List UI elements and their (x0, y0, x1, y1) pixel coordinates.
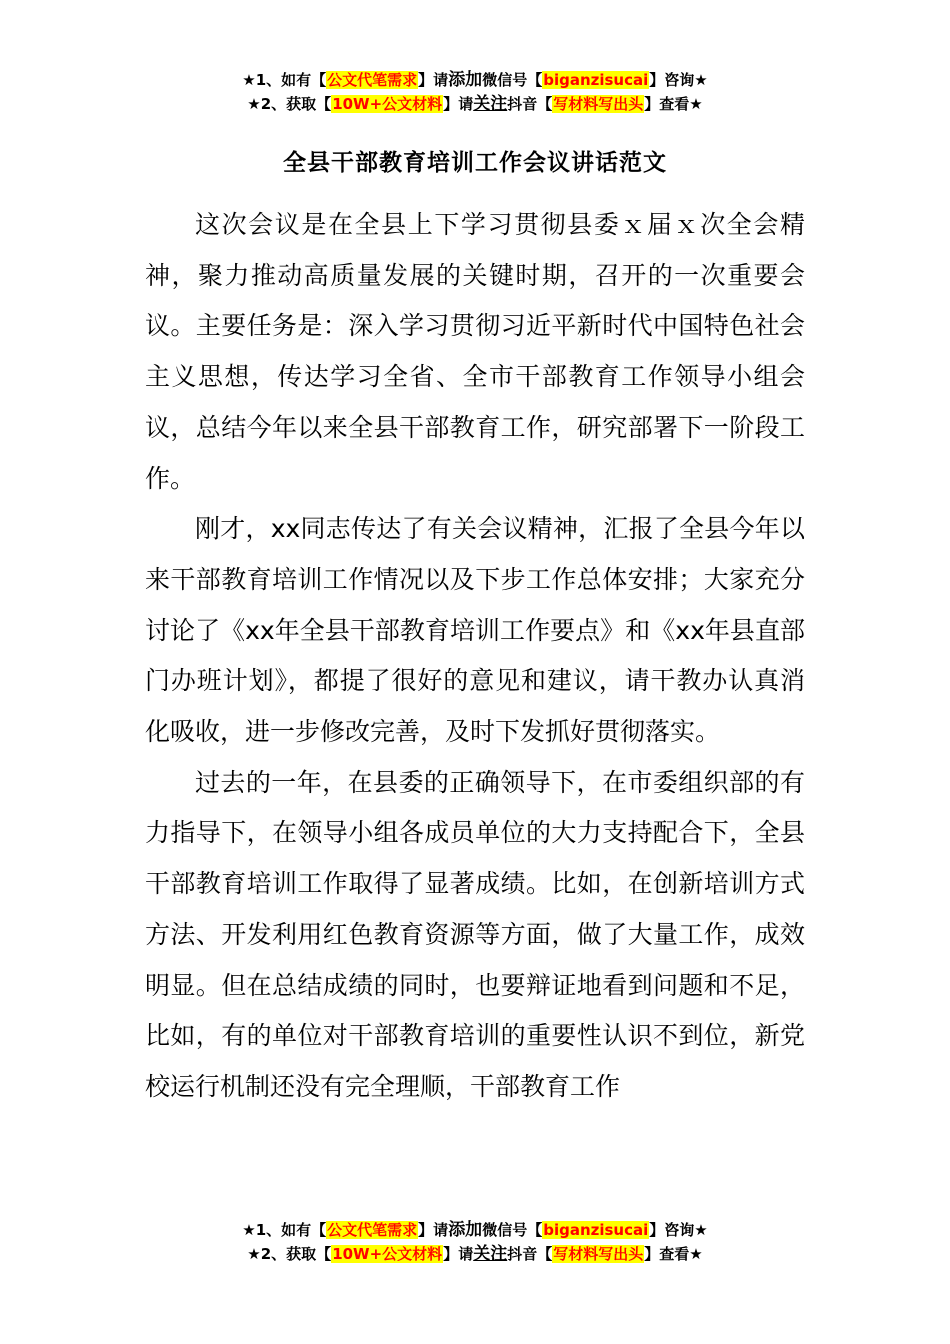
promo-text: 微信号【 (482, 71, 543, 89)
promo-text: 】请 (443, 1245, 474, 1263)
document-body (145, 200, 805, 1113)
promo-emphasis: 添加 (448, 1220, 483, 1240)
promo-text: 微信号【 (482, 1221, 543, 1239)
promo-highlight-douyin: 写材料写出头 (553, 95, 644, 113)
promo-highlight-materials: 10W+公文材料 (332, 1245, 443, 1263)
header-promo (0, 68, 950, 116)
promo-highlight-douyin: 写材料写出头 (553, 1245, 644, 1263)
promo-highlight-wechat: biganzisucai (543, 1221, 649, 1239)
paragraph-3: 过去的一年，在县委的正确领导下，在市委组织部的有力指导下，在领导小组各成员单位的大力支持配合下，全县干部教育培训工作取得了显著成绩。比如，在创新培训方式方法、开发利用红色教育资源等方面，做了大量工作，成效明显。但在总结成绩的同时，也要辩证地看到问题和不足，比如，有的单位对干部教育培训的重要性认识不到位，新党校运行机制还没有完全理顺，干部教育工作 (145, 767, 805, 1101)
document-title: 全县干部教育培训工作会议讲话范文 (283, 150, 667, 176)
promo-text: 】查看★ (644, 95, 703, 113)
promo-text: ★2、获取【 (247, 95, 332, 113)
promo-text: 】请 (418, 71, 449, 89)
promo-text: 抖音【 (507, 1245, 553, 1263)
promo-text: 抖音【 (507, 95, 553, 113)
promo-line-1 (0, 1218, 950, 1242)
promo-emphasis: 添加 (448, 70, 483, 90)
promo-text: 】请 (418, 1221, 449, 1239)
promo-text: ★2、获取【 (247, 1245, 332, 1263)
promo-text: 】请 (443, 95, 474, 113)
promo-text: 】咨询★ (649, 1221, 708, 1239)
promo-highlight-wechat: biganzisucai (543, 71, 649, 89)
promo-emphasis: 关注 (473, 94, 508, 114)
promo-text: ★1、如有【 (242, 1221, 327, 1239)
promo-highlight-service: 公文代笔需求 (327, 1221, 418, 1239)
promo-line-1 (0, 68, 950, 92)
footer-promo (0, 1218, 950, 1266)
promo-text: 】查看★ (644, 1245, 703, 1263)
promo-line-2 (0, 92, 950, 116)
promo-highlight-materials: 10W+公文材料 (332, 95, 443, 113)
promo-emphasis: 关注 (473, 1244, 508, 1264)
paragraph-2: 刚才，xx同志传达了有关会议精神，汇报了全县今年以来干部教育培训工作情况以及下步工作总体安排；大家充分讨论了《xx年全县干部教育培训工作要点》和《xx年县直部门办班计划》，都提了很好的意见和建议，请干教办认真消化吸收，进一步修改完善，及时下发抓好贯彻落实。 (145, 514, 805, 747)
promo-line-2 (0, 1242, 950, 1266)
promo-text: ★1、如有【 (242, 71, 327, 89)
paragraph-1: 这次会议是在全县上下学习贯彻县委ｘ届ｘ次全会精神，聚力推动高质量发展的关键时期，召开的一次重要会议。主要任务是：深入学习贯彻习近平新时代中国特色社会主义思想，传达学习全省、全市干部教育工作领导小组会议，总结今年以来全县干部教育工作，研究部署下一阶段工作。 (145, 210, 805, 493)
promo-text: 】咨询★ (649, 71, 708, 89)
promo-highlight-service: 公文代笔需求 (327, 71, 418, 89)
